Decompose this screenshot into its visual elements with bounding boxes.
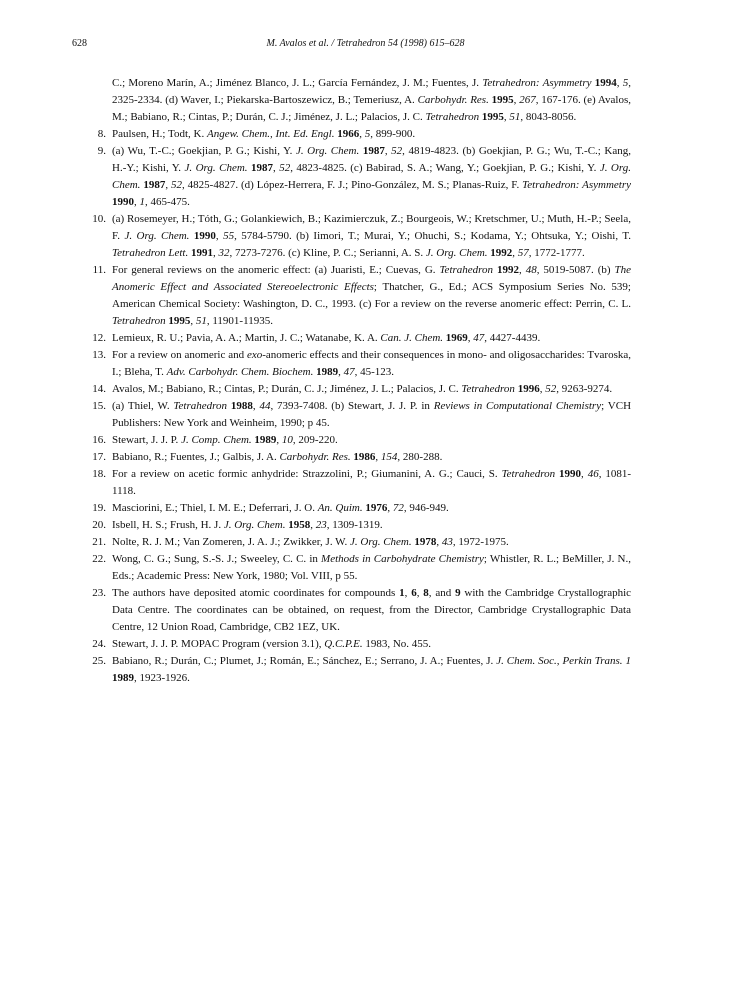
- reference-segment: , 1081-1118.: [112, 468, 631, 497]
- reference-segment: An. Quim.: [317, 502, 363, 514]
- reference-text: [112, 126, 631, 143]
- reference-segment: For a review on acetic formic anhydride: Strazzolini, P.; Giumanini, A. G.; Cauci, S.: [112, 468, 502, 480]
- reference-segment: , and: [428, 587, 456, 599]
- reference-segment: , 4819-4823. (b) Goekjian, P. G.; Wu, T.-C.; Kang, H.-Y.; Kishi, Y.: [112, 145, 632, 174]
- reference-segment: J. Org. Chem.: [124, 230, 190, 242]
- reference-segment: Lemieux, R. U.; Pavia, A. A.; Martin, J. C.; Watanabe, K. A.: [112, 332, 381, 344]
- reference-segment: ,: [190, 315, 196, 327]
- reference-item: [84, 517, 631, 534]
- reference-number: 18.: [92, 468, 106, 480]
- reference-segment: , 4427-4439.: [484, 332, 541, 344]
- reference-segment: Nolte, R. J. M.; Van Zomeren, J. A. J.; Zwikker, J. W.: [112, 536, 350, 548]
- reference-segment: 23: [315, 519, 327, 531]
- reference-segment: , 5784-5790. (b) Iimori, T.; Murai, Y.; Ohuchi, S.; Kodama, Y.; Ohtsuka, Y.; Oishi, T.: [234, 230, 631, 242]
- reference-item: [84, 636, 631, 653]
- reference-text: [112, 330, 631, 347]
- reference-segment: 52: [171, 179, 183, 191]
- reference-item: [84, 653, 631, 687]
- reference-segment: ,: [165, 179, 172, 191]
- reference-segment: Paulsen, H.; Todt, K.: [112, 128, 207, 140]
- reference-segment: 52: [279, 162, 291, 174]
- reference-item: [84, 143, 631, 211]
- reference-segment: , 1923-1926.: [134, 672, 190, 684]
- reference-segment: 1995: [168, 315, 191, 327]
- reference-item: [84, 585, 631, 636]
- reference-segment: , 280-288.: [397, 451, 443, 463]
- reference-text: [112, 636, 631, 653]
- reference-segment: The authors have deposited atomic coordinates for compounds: [112, 587, 400, 599]
- reference-segment: 5: [622, 77, 629, 89]
- reference-segment: , 11901-11935.: [206, 315, 273, 327]
- reference-segment: 48: [525, 264, 537, 276]
- reference-segment: ,: [215, 230, 224, 242]
- reference-segment: 32: [218, 247, 230, 259]
- reference-segment: , 465-475.: [145, 196, 190, 208]
- reference-segment: ,: [212, 247, 219, 259]
- reference-item: [84, 347, 631, 381]
- reference-segment: 1987: [362, 145, 385, 157]
- reference-segment: 8: [423, 587, 429, 599]
- reference-segment: ,: [276, 434, 282, 446]
- reference-segment: , 8043-8056.: [520, 111, 577, 123]
- reference-segment: -anomeric effects and their consequences in mono- and oligosaccharides: Tvaroska, I.; Bleha, T.: [112, 349, 631, 378]
- reference-segment: , 946-949.: [403, 502, 449, 514]
- reference-item: [84, 398, 631, 432]
- reference-number: 14.: [92, 383, 106, 395]
- reference-segment: , 899-900.: [370, 128, 416, 140]
- reference-segment: , 209-220.: [292, 434, 338, 446]
- reference-segment: 1990: [559, 468, 582, 480]
- reference-text: [112, 500, 631, 517]
- reference-segment: 1994: [594, 77, 617, 89]
- reference-segment: ,: [384, 145, 392, 157]
- reference-segment: , 1309-1319.: [326, 519, 383, 531]
- reference-segment: , 5019-5087. (b): [536, 264, 615, 276]
- reference-segment: 154: [380, 451, 398, 463]
- reference-item: [84, 466, 631, 500]
- reference-segment: J. Chem. Soc., Perkin Trans. 1: [496, 655, 631, 667]
- reference-segment: Tetrahedron: [501, 468, 556, 480]
- reference-segment: ,: [467, 332, 474, 344]
- reference-number: 25.: [92, 655, 106, 667]
- reference-segment: ,: [416, 587, 424, 599]
- reference-text: [112, 398, 631, 432]
- reference-segment: 1958: [288, 519, 311, 531]
- reference-segment: ,: [436, 536, 442, 548]
- reference-segment: Tetrahedron: [173, 400, 228, 412]
- reference-segment: 51: [195, 315, 207, 327]
- reference-item: [84, 381, 631, 398]
- reference-segment: J. Org. Chem.: [295, 145, 360, 157]
- reference-segment: J. Comp. Chem.: [181, 434, 252, 446]
- reference-number: 9.: [97, 145, 106, 157]
- reference-segment: , 9263-9274.: [556, 383, 613, 395]
- reference-text: [112, 551, 631, 585]
- reference-segment: Stewart, J. J. P. MOPAC Program (version 3.1),: [112, 638, 325, 650]
- reference-item: [84, 262, 631, 330]
- reference-segment: 55: [223, 230, 235, 242]
- reference-segment: 46: [587, 468, 599, 480]
- reference-segment: 1983, No. 455.: [362, 638, 432, 650]
- reference-segment: 1986: [353, 451, 376, 463]
- reference-number: 24.: [92, 638, 106, 650]
- reference-segment: ,: [519, 264, 526, 276]
- reference-segment: 1990: [193, 230, 216, 242]
- reference-segment: 47: [343, 366, 355, 378]
- reference-segment: Carbohydr. Res.: [417, 94, 489, 106]
- reference-segment: 51: [509, 111, 521, 123]
- reference-segment: 1976: [365, 502, 388, 514]
- reference-segment: 1995: [481, 111, 504, 123]
- reference-segment: 1966: [337, 128, 360, 140]
- reference-item: [84, 500, 631, 517]
- reference-segment: , 4823-4825. (c) Babirad, S. A.; Wang, Y.; Goekjian, P. G.; Kishi, Y.: [290, 162, 600, 174]
- reference-number: 8.: [97, 128, 106, 140]
- reference-segment: , 45-123.: [354, 366, 395, 378]
- reference-segment: Adv. Carbohydr. Chem. Biochem.: [166, 366, 314, 378]
- reference-segment: Babiano, R.; Fuentes, J.; Galbis, J. A.: [112, 451, 280, 463]
- reference-segment: 1990: [112, 196, 134, 208]
- reference-segment: ,: [134, 196, 140, 208]
- reference-segment: , 7393-7408. (b) Stewart, J. J. P. in: [270, 400, 434, 412]
- reference-segment: 6: [411, 587, 417, 599]
- reference-text: [112, 585, 631, 636]
- reference-number: 11.: [92, 264, 106, 276]
- reference-segment: (a) Thiel, W.: [112, 400, 174, 412]
- reference-segment: ,: [375, 451, 381, 463]
- reference-segment: ,: [539, 383, 546, 395]
- reference-segment: J. Org. Chem.: [223, 519, 286, 531]
- reference-segment: 1989: [254, 434, 277, 446]
- reference-segment: For a review on anomeric and: [112, 349, 247, 361]
- reference-text: [112, 517, 631, 534]
- reference-text: [112, 143, 631, 211]
- reference-segment: J. Org. Chem.: [112, 162, 631, 191]
- reference-text: [112, 432, 631, 449]
- reference-segment: Babiano, R.; Durán, C.; Plumet, J.; Román, E.; Sánchez, E.; Serrano, J. A.; Fuentes, J.: [112, 655, 497, 667]
- reference-segment: ,: [616, 77, 623, 89]
- reference-item: [84, 432, 631, 449]
- reference-item: [84, 75, 631, 126]
- reference-segment: Tetrahedron: [439, 264, 494, 276]
- reference-segment: 9: [455, 587, 461, 599]
- reference-segment: Tetrahedron: Asymmetry: [482, 77, 592, 89]
- reference-number: 21.: [92, 536, 106, 548]
- reference-item: [84, 551, 631, 585]
- page-number: 628: [72, 38, 87, 49]
- reference-segment: 1978: [414, 536, 437, 548]
- reference-number: 12.: [92, 332, 106, 344]
- reference-segment: , 4825-4827. (d) López-Herrera, F. J.; Pino-González, M. S.; Planas-Ruiz, F.: [182, 179, 523, 191]
- reference-text: [112, 75, 631, 126]
- reference-segment: , 2325-2334. (d) Waver, I.; Piekarska-Bartoszewicz, B.; Temeriusz, A.: [112, 77, 632, 106]
- reference-segment: ; Whistler, R. L.; BeMiller, J. N., Eds.; Academic Press: New York, 1980; Vol. VIII, p 55.: [112, 553, 631, 582]
- reference-text: [112, 262, 631, 330]
- reference-text: [112, 534, 631, 551]
- running-head: M. Avalos et al. / Tetrahedron 54 (1998) 615–628: [266, 38, 465, 49]
- page-header: [0, 38, 731, 54]
- reference-segment: 1992: [497, 264, 519, 276]
- reference-segment: 1988: [230, 400, 253, 412]
- reference-segment: 1: [399, 587, 405, 599]
- reference-text: [112, 653, 631, 687]
- reference-text: [112, 211, 631, 262]
- reference-segment: (a) Rosemeyer, H.; Tóth, G.; Golankiewich, B.; Kazimierczuk, Z.; Bourgeois, W.; Kretschmer, U.; Muth, H.-P.; Seela, F.: [112, 213, 631, 242]
- reference-list: [84, 75, 631, 687]
- reference-segment: , 1772-1777.: [528, 247, 585, 259]
- reference-number: 17.: [92, 451, 106, 463]
- reference-number: 15.: [92, 400, 106, 412]
- reference-segment: , 7273-7276. (c) Kline, P. C.; Serianni, A. S.: [229, 247, 426, 259]
- reference-segment: Q.C.P.E.: [324, 638, 363, 650]
- reference-segment: ,: [359, 128, 365, 140]
- reference-segment: exo: [246, 349, 263, 361]
- reference-segment: ,: [387, 502, 393, 514]
- reference-segment: ,: [513, 94, 520, 106]
- reference-segment: The Anomeric Effect and Associated Stereoelectronic Effects: [112, 264, 632, 293]
- reference-segment: , 1972-1975.: [452, 536, 509, 548]
- reference-item: [84, 126, 631, 143]
- reference-segment: Tetrahedron: [425, 111, 480, 123]
- reference-text: [112, 449, 631, 466]
- reference-segment: Masciorini, E.; Thiel, I. M. E.; Deferrari, J. O.: [112, 502, 318, 514]
- reference-text: [112, 381, 631, 398]
- reference-number: 20.: [92, 519, 106, 531]
- reference-segment: 1991: [190, 247, 213, 259]
- reference-segment: 267: [519, 94, 536, 106]
- reference-number: 16.: [92, 434, 106, 446]
- reference-segment: ,: [252, 400, 260, 412]
- reference-segment: 1969: [445, 332, 468, 344]
- reference-segment: 1989: [112, 672, 134, 684]
- reference-segment: ,: [273, 162, 280, 174]
- reference-segment: 52: [391, 145, 403, 157]
- reference-segment: 52: [545, 383, 557, 395]
- reference-segment: Reviews in Computational Chemistry: [433, 400, 602, 412]
- reference-item: [84, 534, 631, 551]
- reference-segment: Stewart, J. J. P.: [112, 434, 182, 446]
- reference-segment: Carbohydr. Res.: [279, 451, 351, 463]
- reference-segment: 1987: [143, 179, 166, 191]
- reference-segment: ,: [310, 519, 316, 531]
- reference-segment: 1996: [517, 383, 540, 395]
- reference-segment: Wong, C. G.; Sung, S.-S. J.; Sweeley, C. C. in: [112, 553, 322, 565]
- reference-segment: J. Org. Chem.: [184, 162, 248, 174]
- reference-segment: 1: [139, 196, 145, 208]
- reference-segment: Can. J. Chem.: [380, 332, 444, 344]
- reference-segment: 72: [392, 502, 404, 514]
- reference-segment: 57: [517, 247, 529, 259]
- reference-number: 13.: [92, 349, 106, 361]
- reference-segment: J. Org. Chem.: [350, 536, 412, 548]
- reference-item: [84, 449, 631, 466]
- reference-segment: 43: [441, 536, 453, 548]
- reference-segment: ,: [338, 366, 344, 378]
- reference-segment: , 167-176. (e) Avalos, M.; Babiano, R.; Cintas, P.; Durán, C. J.; Jiménez, J. L.; Palacios, J. C.: [112, 94, 632, 123]
- reference-segment: 47: [473, 332, 485, 344]
- reference-segment: with the Cambridge Crystallographic Data Centre. The coordinates can be obtained, on request, from the Director, Cambridge Crystallographic Data Centre, 12 Union Road, Cambridge, CB2 1EZ, UK.: [112, 587, 632, 633]
- reference-segment: 1995: [491, 94, 514, 106]
- reference-segment: ; VCH Publishers: New York and Weinheim, 1990; p 45.: [112, 400, 632, 429]
- reference-segment: Methods in Carbohydrate Chemistry: [321, 553, 484, 565]
- reference-text: [112, 466, 631, 500]
- reference-item: [84, 330, 631, 347]
- reference-text: [112, 347, 631, 381]
- reference-segment: 5: [364, 128, 371, 140]
- reference-number: 10.: [92, 213, 106, 225]
- reference-segment: ,: [404, 587, 412, 599]
- reference-segment: J. Org. Chem.: [425, 247, 488, 259]
- reference-segment: ,: [503, 111, 510, 123]
- reference-segment: 10: [281, 434, 293, 446]
- reference-segment: 44: [259, 400, 271, 412]
- reference-segment: Tetrahedron: [461, 383, 515, 395]
- reference-segment: Angew. Chem., Int. Ed. Engl.: [206, 128, 335, 140]
- reference-segment: ,: [581, 468, 588, 480]
- reference-number: 19.: [92, 502, 106, 514]
- reference-segment: 1987: [251, 162, 273, 174]
- reference-segment: 1992: [490, 247, 513, 259]
- reference-item: [84, 211, 631, 262]
- reference-segment: ,: [512, 247, 518, 259]
- reference-segment: Isbell, H. S.; Frush, H. J.: [112, 519, 224, 531]
- reference-segment: Tetrahedron: [112, 315, 166, 327]
- reference-number: 22.: [92, 553, 106, 565]
- reference-segment: Tetrahedron: Asymmetry: [522, 179, 631, 191]
- reference-segment: For general reviews on the anomeric effect: (a) Juaristi, E.; Cuevas, G.: [112, 264, 440, 276]
- reference-segment: (a) Wu, T.-C.; Goekjian, P. G.; Kishi, Y.: [112, 145, 296, 157]
- reference-segment: Tetrahedron Lett.: [112, 247, 189, 259]
- reference-segment: 1989: [316, 366, 339, 378]
- reference-segment: Avalos, M.; Babiano, R.; Cintas, P.; Durán, C. J.; Jiménez, J. L.; Palacios, J. C.: [112, 383, 462, 395]
- reference-number: 23.: [92, 587, 106, 599]
- reference-segment: ; Thatcher, G., Ed.; ACS Symposium Series No. 539; American Chemical Society: Washington, D. C., 1993. (c) For a review on the reverse anomeric effect: Perrin, C. L.: [112, 281, 631, 310]
- reference-segment: C.; Moreno Marín, A.; Jiménez Blanco, J. L.; García Fernández, J. M.; Fuentes, J.: [112, 77, 483, 89]
